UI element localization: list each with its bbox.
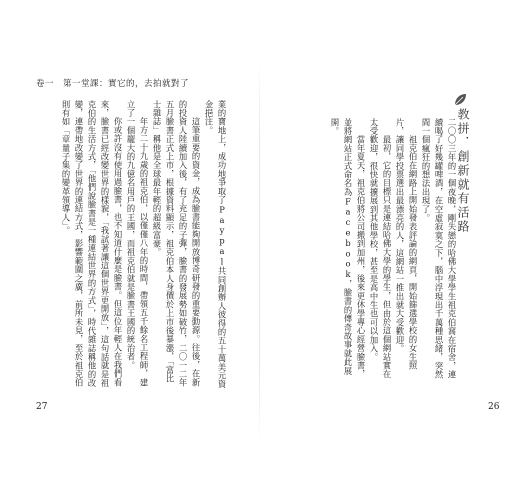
page-number-left: 27 (36, 402, 48, 412)
body-paragraph: 當年夏天，祖克伯將公司搬到加州，後來更休學專心經營臉書，並將網站正式命名為Facebook，臉書的傳奇故事就此展開。 (330, 118, 366, 379)
body-paragraph: 祖克伯在網路上開始發表評論的網頁，開始篩選學校的女生照片，讓同學投票選出最漂亮的人，這網站一推出就大受歡迎。 (395, 118, 418, 370)
leaf-icon (452, 92, 468, 108)
body-paragraph: 最初，它的目標只是連結哈佛大學的學生，但由於這個網站實在太受歡迎，很快就擴展到其他學校，甚至是高中生也可以加入。 (369, 118, 392, 379)
left-page-body (33, 100, 228, 390)
body-paragraph: 你或許沒有使用過臉書，也不知道什麼是臉書。但這位年輕人在我們看來，臉書已經改變世界的樣貌，「我試著讓這個世界更開放」，這句話就是祖克伯的生活方式，「他們說臉書是一種連結世界的方式」，時代雜誌稱他的改變，連帶地改變了世界的連結方式，影響範圍之廣，前所未見，至於祖克伯則有如「章量子集的變革領導人」。 (61, 100, 123, 388)
body-paragraph: 業的寶地上，成功地爭取了Paypal共同創辦人彼得的五十萬美元資金挹注。 (204, 100, 227, 389)
page-number-right: 26 (488, 402, 500, 412)
body-paragraph: 二〇〇三年的一個夜晚，剛失戀的哈佛大學學生祖克伯窩在宿舍，連續喝了好幾罐啤酒，在空虛寂寞之下，腦中浮現出千萬種思緒，突然間一個瘋狂的想法出現了。 (421, 118, 457, 379)
right-page-body (298, 118, 458, 386)
body-paragraph: 這筆重要的資金，成為臉書能夠開放博奇研發的重要動源。往後，在新的投資人陸續加入後，有了充足的子彈，臉書的發展勢如破竹，二〇一二年五月臉書正式上市，根據資料顯示，祖克伯本人身價於上市後暴漲，「富比士雜誌」稱他是全球最年輕的超級富豪。 (152, 100, 201, 388)
running-head: 卷一 第一堂課：實它的，去拍就對了 (36, 79, 190, 89)
section-title: 教拼．創新就有活路 (456, 108, 470, 234)
body-paragraph: 年方二十九歲的祖克伯，以僅僅八年的時間，帶領五千餘名工程師，建立了一個龐大的九億名用戶的王國，而祖克伯就是臉書王國的統治者。 (126, 100, 149, 387)
right-page (260, 0, 520, 500)
